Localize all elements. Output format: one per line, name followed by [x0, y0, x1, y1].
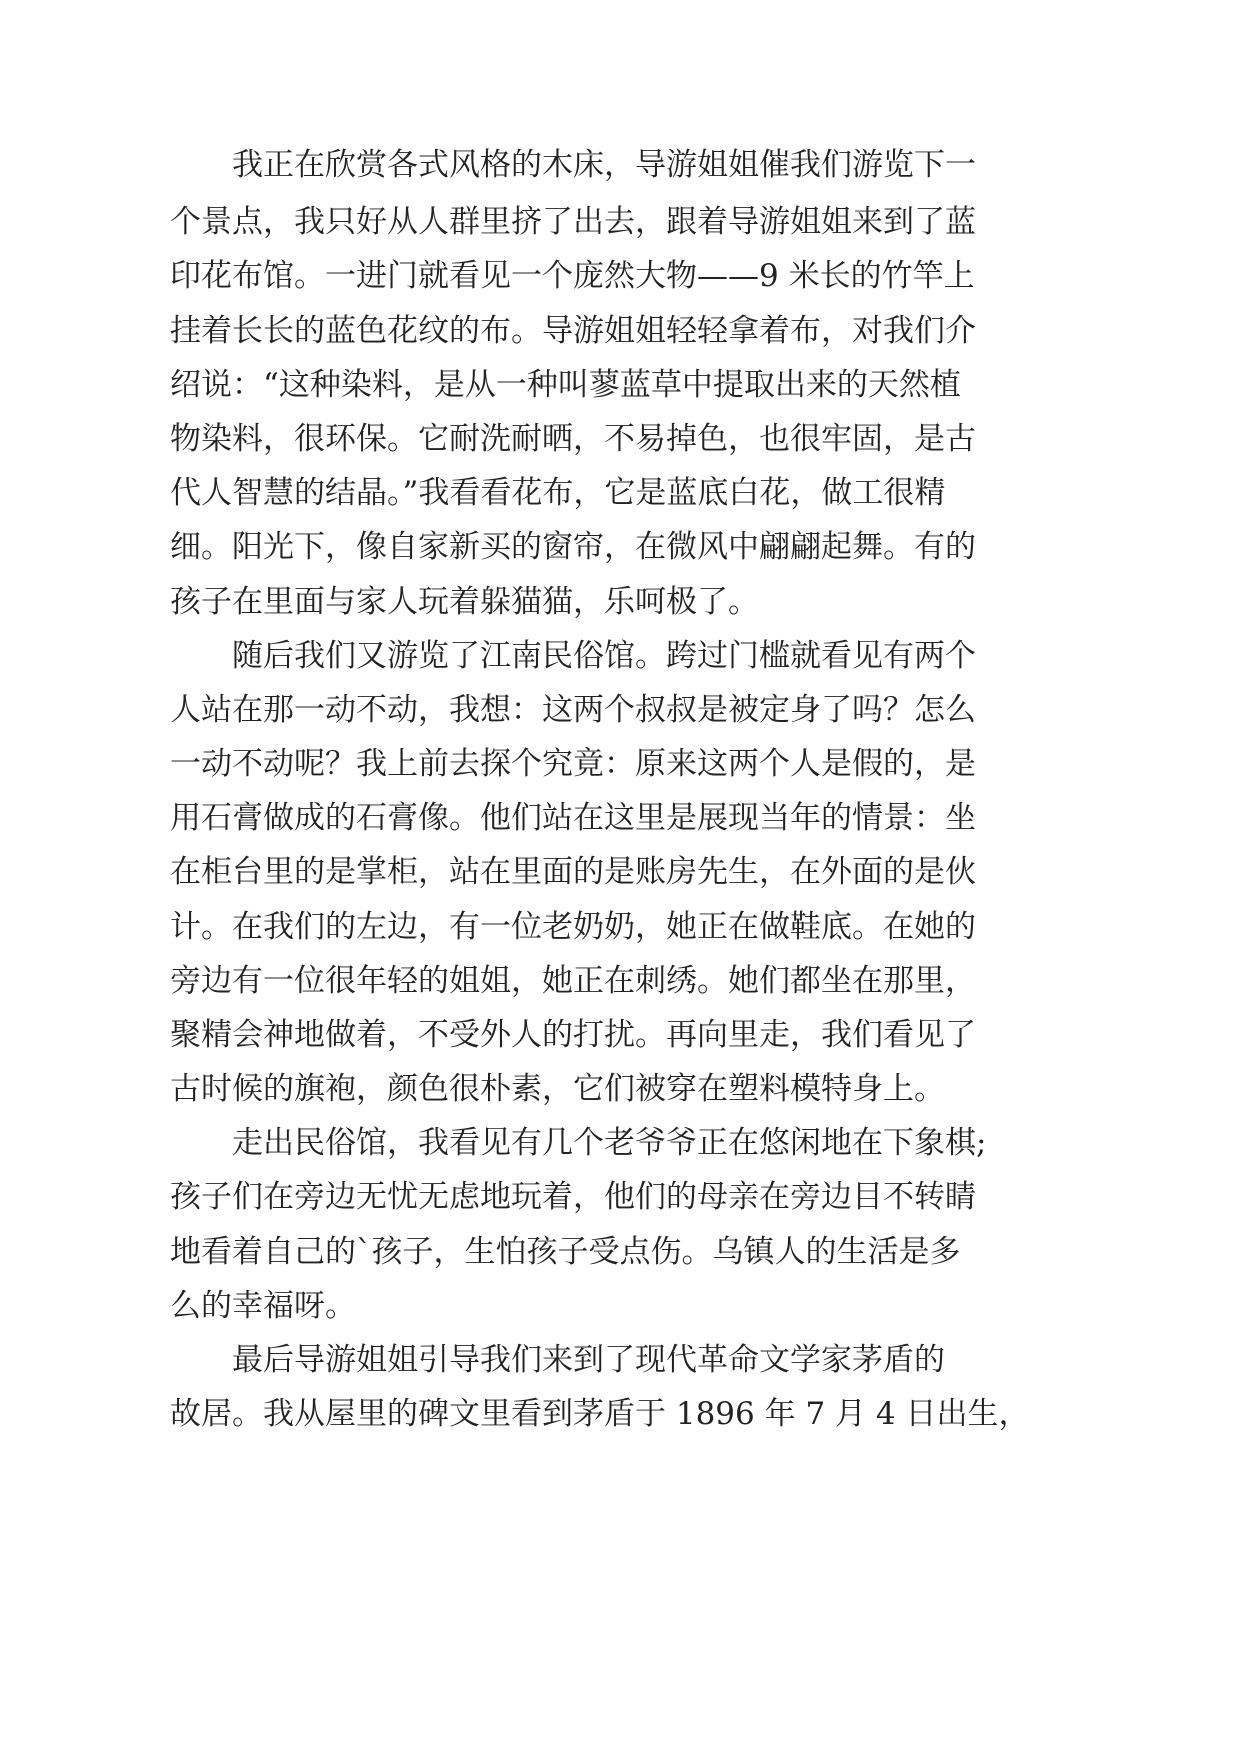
text-line: 旁边有一位很年轻的姐姐，她正在刺绣。她们都坐在那里， [170, 963, 976, 999]
text-line: 么的幸福呀。 [170, 1288, 356, 1324]
text-line: 挂着长长的蓝色花纹的布。导游姐姐轻轻拿着布，对我们介 [170, 313, 976, 349]
text-line: 绍说：“这种染料，是从一种叫蓼蓝草中提取出来的天然植 [170, 367, 961, 403]
text-line: 在柜台里的是掌柜，站在里面的是账房先生，在外面的是伙 [170, 854, 976, 890]
text-line: 一动不动呢？我上前去探个究竟：原来这两个人是假的，是 [170, 746, 976, 782]
text-line: 故居。我从屋里的碑文里看到茅盾于 1896 年 7 月 4 日出生， [170, 1396, 1030, 1432]
text-line: 个景点，我只好从人群里挤了出去，跟着导游姐姐来到了蓝 [170, 204, 976, 240]
text-line: 走出民俗馆，我看见有几个老爷爷正在悠闲地在下象棋; [232, 1125, 987, 1161]
text-line: 用石膏做成的石膏像。他们站在这里是展现当年的情景：坐 [170, 800, 976, 836]
text-line: 最后导游姐姐引导我们来到了现代革命文学家茅盾的 [232, 1342, 945, 1378]
text-line: 计。在我们的左边，有一位老奶奶，她正在做鞋底。在她的 [170, 909, 976, 945]
text-line: 古时候的旗袍，颜色很朴素，它们被穿在塑料模特身上。 [170, 1071, 945, 1107]
text-line: 随后我们又游览了江南民俗馆。跨过门槛就看见有两个 [232, 638, 976, 674]
text-line: 人站在那一动不动，我想：这两个叔叔是被定身了吗？怎么 [170, 692, 976, 728]
text-line: 物染料，很环保。它耐洗耐晒，不易掉色，也很牢固，是古 [170, 421, 976, 457]
text-line: 孩子们在旁边无忧无虑地玩着，他们的母亲在旁边目不转睛 [170, 1179, 976, 1215]
text-line: 聚精会神地做着，不受外人的打扰。再向里走，我们看见了 [170, 1017, 976, 1053]
text-line: 细。阳光下，像自家新买的窗帘，在微风中翩翩起舞。有的 [170, 529, 976, 565]
text-line: 印花布馆。一进门就看见一个庞然大物——9 米长的竹竿上 [170, 258, 975, 294]
text-line: 孩子在里面与家人玩着躲猫猫，乐呵极了。 [170, 584, 759, 620]
text-line: 我正在欣赏各式风格的木床，导游姐姐催我们游览下一 [232, 147, 976, 183]
text-line: 地看着自己的`孩子，生怕孩子受点伤。乌镇人的生活是多 [170, 1234, 961, 1270]
text-line: 代人智慧的结晶。”我看看花布，它是蓝底白花，做工很精 [170, 475, 946, 511]
